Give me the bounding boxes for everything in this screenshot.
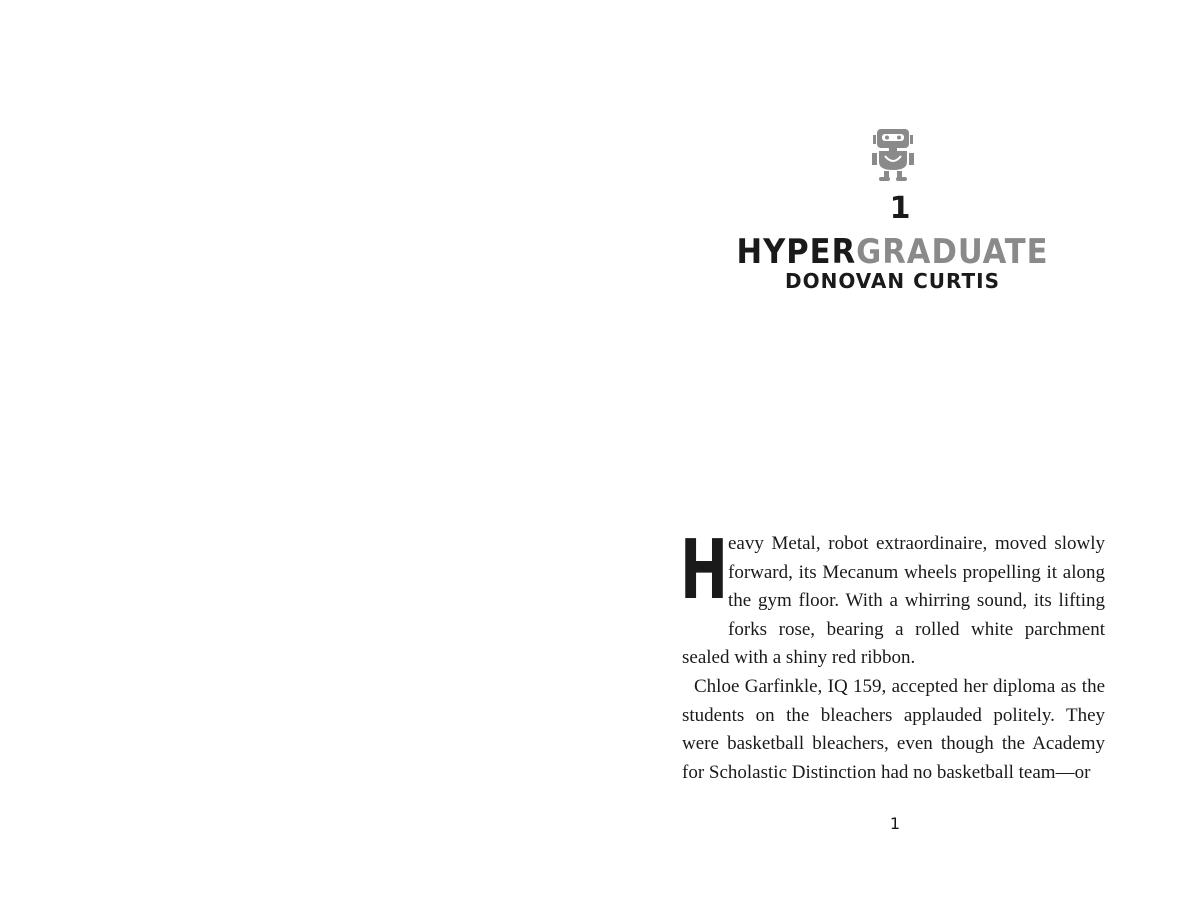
page-number: 1 <box>889 814 901 833</box>
right-page <box>600 0 1200 900</box>
robot-icon <box>870 126 916 182</box>
paragraph-1-text: eavy Metal, robot extraordinaire, moved slowly forward, its Mecanum wheels propelling it along the gym floor. With a whirring sound, its lifting forks rose, bearing a rolled white parchment sealed with a shiny red ribbon. <box>682 533 1105 669</box>
chapter-title-part1: HYPER <box>736 232 857 272</box>
chapter-number: 1 <box>889 191 911 226</box>
paragraph-2: Chloe Garfinkle, IQ 159, accepted her diploma as the students on the bleachers applauded politely. They were basketball bleachers, even though the Academy for Scholastic Distinction had no basketball team—or <box>682 675 1105 783</box>
drop-cap: H <box>680 523 729 618</box>
chapter-author: DONOVAN CURTIS <box>784 269 1000 293</box>
chapter-title <box>600 232 1185 272</box>
chapter-title-part2: GRADUATE <box>856 232 1049 272</box>
paragraph-1 <box>680 523 1105 673</box>
body-text <box>680 523 1105 787</box>
